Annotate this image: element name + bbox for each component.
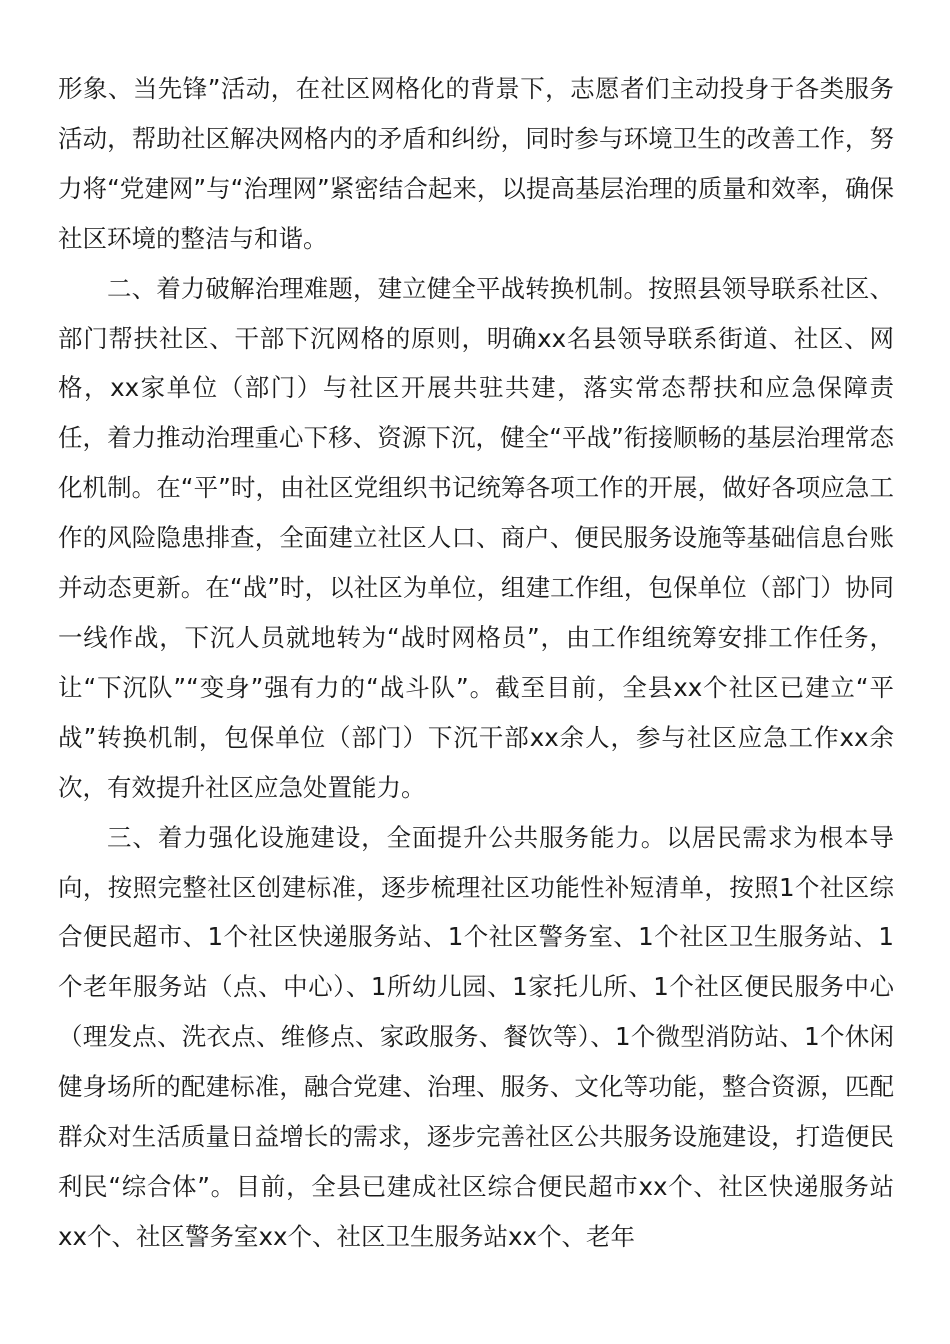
paragraph-continuation: 形象、当先锋”活动，在社区网格化的背景下，志愿者们主动投身于各类服务活动，帮助社区解决网格内的矛盾和纠纷，同时参与环境卫生的改善工作，努力将“党建网”与“治理网”紧密结合起来，以提高基层治理的质量和效率，确保社区环境的整洁与和谐。 <box>58 74 894 253</box>
document-page <box>58 64 894 1262</box>
paragraph-facility-construction: 三、着力强化设施建设，全面提升公共服务能力。以居民需求为根本导向，按照完整社区创建标准，逐步梳理社区功能性补短清单，按照1个社区综合便民超市、1个社区快递服务站、1个社区警务室、1个社区卫生服务站、1个老年服务站（点、中心）、1所幼儿园、1家托儿所、1个社区便民服务中心（理发点、洗衣点、维修点、家政服务、餐饮等）、1个微型消防站、1个休闲健身场所的配建标准，融合党建、治理、服务、文化等功能，整合资源，匹配群众对生活质量日益增长的需求，逐步完善社区公共服务设施建设，打造便民利民“综合体”。目前，全县已建成社区综合便民超市xx个、社区快递服务站xx个、社区警务室xx个、社区卫生服务站xx个、老年 <box>58 822 894 1251</box>
paragraph-governance-mechanism: 二、着力破解治理难题，建立健全平战转换机制。按照县领导联系社区、部门帮扶社区、干部下沉网格的原则，明确xx名县领导联系街道、社区、网格，xx家单位（部门）与社区开展共驻共建，落实常态帮扶和应急保障责任，着力推动治理重心下移、资源下沉，健全“平战”衔接顺畅的基层治理常态化机制。在“平”时，由社区党组织书记统筹各项工作的开展，做好各项应急工作的风险隐患排查，全面建立社区人口、商户、便民服务设施等基础信息台账并动态更新。在“战”时，以社区为单位，组建工作组，包保单位（部门）协同一线作战，下沉人员就地转为“战时网格员”，由工作组统筹安排工作任务，让“下沉队”“变身”强有力的“战斗队”。截至目前，全县xx个社区已建立“平战”转换机制，包保单位（部门）下沉干部xx余人，参与社区应急工作xx余次，有效提升社区应急处置能力。 <box>58 273 894 802</box>
